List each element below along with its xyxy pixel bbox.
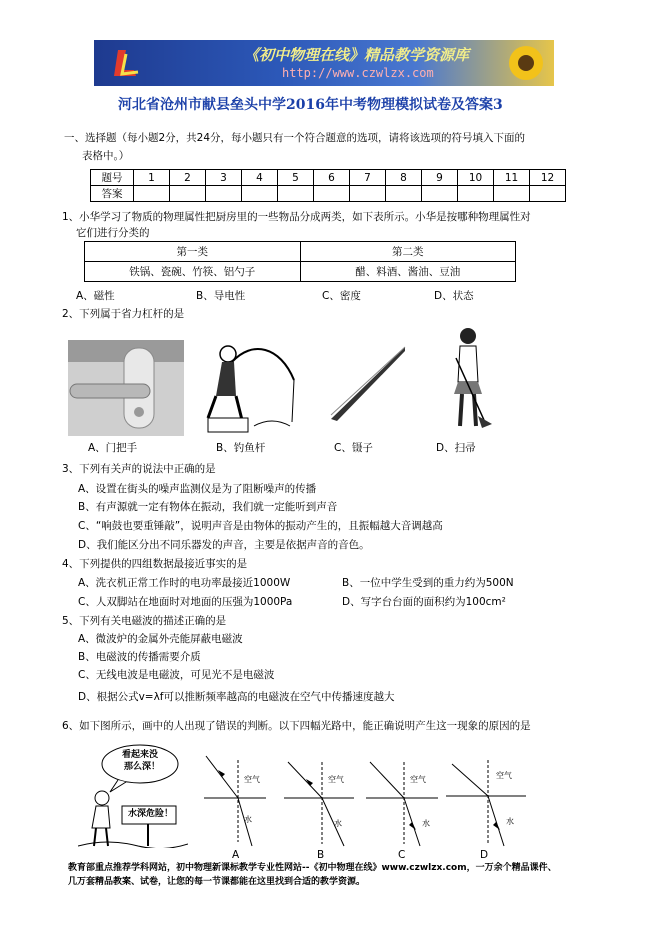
q1-option-b: B、导电性	[196, 290, 246, 302]
q1-option-a: A、磁性	[76, 290, 115, 302]
answer-cell[interactable]	[242, 186, 278, 202]
q2-option-a: A、门把手	[88, 442, 138, 454]
q5-option-a: A、微波炉的金属外壳能屏蔽电磁波	[78, 633, 243, 645]
q5-stem: 5、下列有关电磁波的描述正确的是	[62, 615, 227, 627]
light-path-diagram-c	[366, 758, 438, 850]
answer-cell[interactable]	[494, 186, 530, 202]
water-label: 水	[244, 815, 252, 824]
water-label: 水	[422, 819, 430, 828]
answer-cell[interactable]	[278, 186, 314, 202]
answer-table-number: 1	[134, 170, 170, 186]
q1-table-header: 第二类	[300, 242, 516, 262]
q4-option-d: D、写字台台面的面积约为100cm²	[342, 596, 506, 608]
answer-cell[interactable]	[458, 186, 494, 202]
warning-sign-text: 水深危险！	[128, 809, 174, 819]
q6-stem: 6、如下图所示，画中的人出现了错误的判断。以下四幅光路中，能正确说明产生这一现象的原因的是	[62, 720, 531, 732]
q1-table-cell: 铁锅、瓷碗、竹筷、铝勺子	[85, 262, 301, 282]
q3-stem: 3、下列有关声的说法中正确的是	[62, 463, 216, 475]
answer-table-number: 10	[458, 170, 494, 186]
section-heading-cont: 表格中。）	[82, 150, 130, 162]
q1-stem: 1、小华学习了物质的物理属性把厨房里的一些物品分成两类，如下表所示。小华是按哪种物理属性对	[62, 211, 531, 223]
q5-option-b: B、电磁波的传播需要介质	[78, 651, 201, 663]
q2-stem: 2、下列属于省力杠杆的是	[62, 308, 185, 320]
q1-table-header: 第一类	[85, 242, 301, 262]
banner-url[interactable]: http://www.czwlzx.com	[282, 66, 434, 80]
fishing-rod-image	[202, 336, 296, 436]
light-path-diagram-d	[446, 756, 526, 850]
water-label: 水	[334, 819, 342, 828]
header-banner	[94, 40, 554, 86]
q4-option-b: B、一位中学生受到的重力约为500N	[342, 577, 514, 589]
air-label: 空气	[410, 775, 426, 784]
q1-stem-cont: 它们进行分类的	[76, 227, 150, 239]
answer-cell[interactable]	[170, 186, 206, 202]
answer-cell[interactable]	[530, 186, 566, 202]
q1-option-d: D、状态	[434, 290, 474, 302]
light-path-diagram-a	[204, 750, 266, 850]
answer-table-number: 2	[170, 170, 206, 186]
light-path-a-drawing	[204, 750, 266, 850]
diagram-label-a: A	[232, 849, 240, 861]
q1-table	[84, 241, 516, 282]
air-label: 空气	[244, 775, 260, 784]
q6-cartoon	[78, 742, 188, 848]
answer-table-number: 12	[530, 170, 566, 186]
q3-option-b: B、有声源就一定有物体在振动，我们就一定能听到声音	[78, 501, 338, 513]
q4-option-a: A、洗衣机正常工作时的电功率最接近1000W	[78, 577, 291, 589]
answer-cell[interactable]	[206, 186, 242, 202]
q1-table-cell: 醋、料酒、酱油、豆油	[300, 262, 516, 282]
water-label: 水	[506, 817, 514, 826]
light-path-b-drawing	[284, 758, 354, 850]
answer-cell[interactable]	[134, 186, 170, 202]
answer-table-number: 5	[278, 170, 314, 186]
site-logo-icon	[104, 46, 144, 82]
answer-table-number: 4	[242, 170, 278, 186]
q2-option-b: B、钓鱼杆	[216, 442, 266, 454]
answer-table-number: 11	[494, 170, 530, 186]
air-label: 空气	[496, 771, 512, 780]
answer-cell[interactable]	[314, 186, 350, 202]
q3-option-c: C、“响鼓也要重锤敲”，说明声音是由物体的振动产生的，且振幅越大音调越高	[78, 520, 443, 532]
broom-sweeping-image	[448, 324, 498, 436]
diagram-label-d: D	[480, 849, 489, 861]
answer-cell[interactable]	[422, 186, 458, 202]
diagram-label-b: B	[317, 849, 325, 861]
door-handle-image	[68, 340, 184, 436]
speech-bubble-line1: 看起来没	[122, 750, 159, 760]
air-label: 空气	[328, 775, 344, 784]
answer-table-row-label: 题号	[91, 170, 134, 186]
q4-stem: 4、下列提供的四组数据最接近事实的是	[62, 558, 248, 570]
q2-option-c: C、镊子	[334, 442, 373, 454]
tweezers-image	[325, 345, 407, 425]
light-path-diagram-b	[284, 758, 354, 850]
answer-cell[interactable]	[386, 186, 422, 202]
q1-option-c: C、密度	[322, 290, 361, 302]
speech-bubble-line2: 那么深！	[124, 762, 161, 772]
answer-table-number: 7	[350, 170, 386, 186]
answer-cell[interactable]	[350, 186, 386, 202]
q5-option-d: D、根据公式v=λf可以推断频率越高的电磁波在空气中传播速度越大	[78, 691, 395, 703]
q3-option-d: D、我们能区分出不同乐器发的声音，主要是依据声音的音色。	[78, 539, 370, 551]
page-title: 河北省沧州市献县垒头中学2016年中考物理模拟试卷及答案3	[118, 97, 503, 113]
q4-option-c: C、人双脚站在地面时对地面的压强为1000Pa	[78, 596, 293, 608]
light-path-d-drawing	[446, 756, 526, 850]
section-heading: 一、选择题（每小题2分，共24分，每小题只有一个符合题意的选项，请将该选项的符号填入下面的	[64, 132, 526, 144]
answer-table	[90, 169, 566, 202]
light-path-c-drawing	[366, 758, 438, 850]
banner-title: 《初中物理在线》精品教学资源库	[244, 46, 470, 64]
answer-table-number: 8	[386, 170, 422, 186]
q3-option-a: A、设置在街头的噪声监测仪是为了阻断噪声的传播	[78, 483, 317, 495]
footer-line2: 几万套精品教案、试卷，让您的每一节课都能在这里找到合适的教学资源。	[68, 877, 366, 887]
sunflower-icon	[504, 43, 548, 83]
footer-line1: 教育部重点推荐学科网站，初中物理新课标教学专业性网站--《初中物理在线》www.czwlzx.com，一万余个精品课件、	[68, 863, 557, 873]
answer-table-row-label: 答案	[91, 186, 134, 202]
q2-option-d: D、扫帚	[436, 442, 476, 454]
answer-table-number: 9	[422, 170, 458, 186]
q5-option-c: C、无线电波是电磁波，可见光不是电磁波	[78, 669, 275, 681]
answer-table-number: 6	[314, 170, 350, 186]
diagram-label-c: C	[398, 849, 406, 861]
answer-table-number: 3	[206, 170, 242, 186]
